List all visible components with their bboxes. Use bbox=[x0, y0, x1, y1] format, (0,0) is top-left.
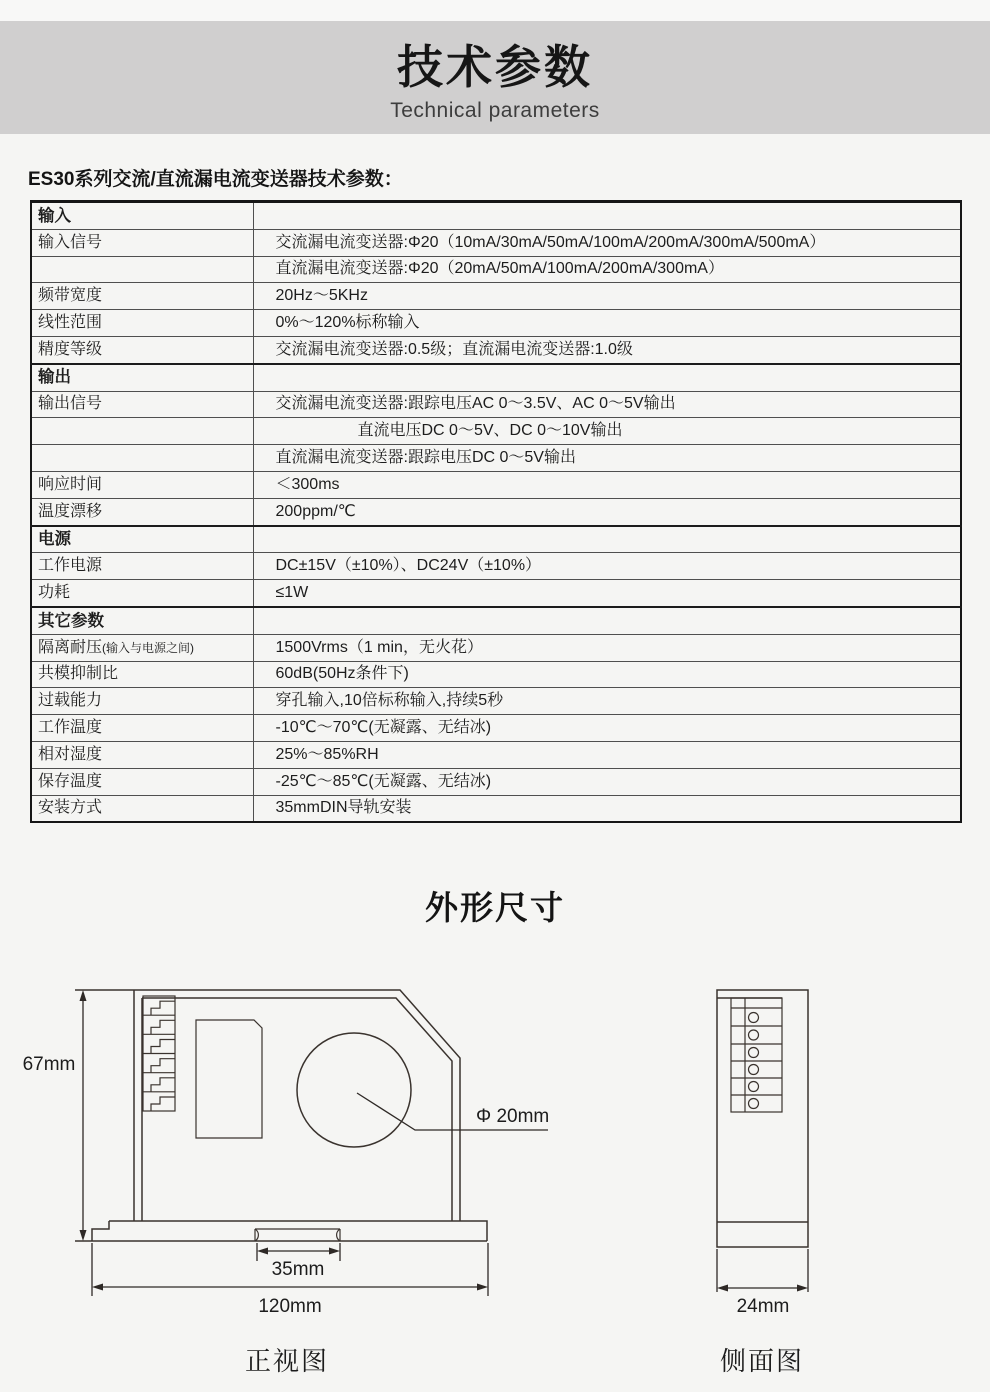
spec-label-cell bbox=[31, 445, 253, 472]
spec-label-cell bbox=[31, 418, 253, 445]
spec-value-cell: 直流漏电流变送器:跟踪电压DC 0～5V输出 bbox=[253, 445, 961, 472]
front-terminal-block bbox=[143, 996, 175, 1111]
side-dim-label: 24mm bbox=[736, 1296, 790, 1317]
spec-row bbox=[31, 580, 961, 607]
spec-label-cell: 共模抑制比 bbox=[31, 661, 253, 688]
hole-dim-label: Φ 20mm bbox=[476, 1106, 550, 1127]
arrowhead-up bbox=[80, 990, 87, 1001]
front-label-rect bbox=[196, 1020, 262, 1138]
spec-row bbox=[31, 336, 961, 363]
spec-value-cell bbox=[253, 364, 961, 391]
spec-section-row bbox=[31, 202, 961, 230]
spec-row bbox=[31, 661, 961, 688]
front-view-caption: 正视图 bbox=[244, 1346, 330, 1376]
spec-row bbox=[31, 283, 961, 310]
spec-label-cell: 功耗 bbox=[31, 580, 253, 607]
spec-label-cell: 相对湿度 bbox=[31, 741, 253, 768]
spec-row bbox=[31, 445, 961, 472]
spec-label-cell: 其它参数 bbox=[31, 607, 253, 634]
spec-label-cell: 输入信号 bbox=[31, 229, 253, 256]
spec-value-cell: -25℃～85℃(无凝露、无结冰) bbox=[253, 768, 961, 795]
front-view-drawing bbox=[23, 990, 550, 1376]
rail-dim-label: 35mm bbox=[271, 1259, 325, 1280]
spec-value-cell: 交流漏电流变送器:0.5级；直流漏电流变送器:1.0级 bbox=[253, 336, 961, 363]
spec-label-cell: 电源 bbox=[31, 526, 253, 553]
spec-label-cell: 工作温度 bbox=[31, 715, 253, 742]
spec-table bbox=[30, 200, 962, 823]
spec-row bbox=[31, 715, 961, 742]
spec-row bbox=[31, 310, 961, 337]
spec-label-cell: 安装方式 bbox=[31, 795, 253, 822]
arrowhead-right bbox=[797, 1285, 808, 1292]
spec-label-cell: 线性范围 bbox=[31, 310, 253, 337]
spec-value-cell: ≤1W bbox=[253, 580, 961, 607]
din-rail-groove bbox=[255, 1229, 340, 1241]
side-view-drawing bbox=[717, 990, 808, 1376]
side-terminal-block bbox=[731, 998, 782, 1112]
arrowhead-right bbox=[329, 1248, 340, 1255]
top-strip bbox=[0, 0, 990, 21]
front-body-inner bbox=[142, 998, 452, 1221]
spec-label-cell: 输入 bbox=[31, 202, 253, 230]
spec-row bbox=[31, 229, 961, 256]
spec-row bbox=[31, 498, 961, 525]
spec-row bbox=[31, 553, 961, 580]
title-band bbox=[0, 21, 990, 134]
spec-row bbox=[31, 634, 961, 661]
spec-label-cell: 精度等级 bbox=[31, 336, 253, 363]
spec-value-cell: 60dB(50Hz条件下) bbox=[253, 661, 961, 688]
spec-section-row bbox=[31, 526, 961, 553]
dimension-drawing bbox=[0, 960, 990, 1392]
arrowhead-left bbox=[257, 1248, 268, 1255]
arrowhead-right bbox=[477, 1284, 488, 1291]
front-body-outer bbox=[75, 990, 460, 1221]
spec-row bbox=[31, 391, 961, 418]
page-subtitle: Technical parameters bbox=[390, 99, 600, 122]
spec-value-cell: 25%～85%RH bbox=[253, 741, 961, 768]
spec-row bbox=[31, 471, 961, 498]
spec-row bbox=[31, 688, 961, 715]
intro-line: ES30系列交流/直流漏电流变送器技术参数： bbox=[28, 169, 403, 190]
spec-value-cell: 直流电压DC 0～5V、DC 0～10V输出 bbox=[253, 418, 961, 445]
hole-circle bbox=[297, 1033, 411, 1147]
spec-label-cell: 输出 bbox=[31, 364, 253, 391]
spec-row bbox=[31, 741, 961, 768]
spec-label-cell: 响应时间 bbox=[31, 471, 253, 498]
spec-value-cell: 交流漏电流变送器:跟踪电压AC 0～3.5V、AC 0～5V输出 bbox=[253, 391, 961, 418]
spec-section-row bbox=[31, 364, 961, 391]
spec-value-cell: 直流漏电流变送器:Φ20（20mA/50mA/100mA/200mA/300mA） bbox=[253, 256, 961, 283]
spec-label-cell: 频带宽度 bbox=[31, 283, 253, 310]
width-dim-label: 120mm bbox=[258, 1296, 322, 1317]
spec-label-note: (输入与电源之间) bbox=[102, 640, 195, 655]
page-title: 技术参数 bbox=[397, 41, 593, 93]
spec-label-cell: 工作电源 bbox=[31, 553, 253, 580]
spec-label-cell bbox=[31, 256, 253, 283]
spec-row bbox=[31, 768, 961, 795]
arrowhead-left bbox=[92, 1284, 103, 1291]
spec-value-cell: 1500Vrms（1 min，无火花） bbox=[253, 634, 961, 661]
spec-value-cell: DC±15V（±10%）、DC24V（±10%） bbox=[253, 553, 961, 580]
spec-value-cell: 200ppm/℃ bbox=[253, 498, 961, 525]
spec-value-cell: 0%～120%标称输入 bbox=[253, 310, 961, 337]
spec-label-cell: 输出信号 bbox=[31, 391, 253, 418]
height-dim-label: 67mm bbox=[22, 1054, 76, 1075]
spec-label-cell: 过载能力 bbox=[31, 688, 253, 715]
arrowhead-left bbox=[717, 1285, 728, 1292]
spec-value-cell bbox=[253, 607, 961, 634]
base-plate-top bbox=[109, 1221, 487, 1241]
spec-label-cell: 保存温度 bbox=[31, 768, 253, 795]
dimensions-title: 外形尺寸 bbox=[425, 889, 565, 926]
spec-value-cell: ＜300ms bbox=[253, 471, 961, 498]
spec-row bbox=[31, 418, 961, 445]
spec-section-row bbox=[31, 607, 961, 634]
spec-label-cell: 温度漂移 bbox=[31, 498, 253, 525]
base-plate-step bbox=[92, 1221, 109, 1241]
spec-value-cell: 交流漏电流变送器:Φ20（10mA/30mA/50mA/100mA/200mA/300mA/500mA） bbox=[253, 229, 961, 256]
spec-row bbox=[31, 795, 961, 822]
side-view-caption: 侧面图 bbox=[719, 1346, 805, 1376]
arrowhead-down bbox=[80, 1230, 87, 1241]
spec-value-cell: 穿孔输入,10倍标称输入,持续5秒 bbox=[253, 688, 961, 715]
spec-value-cell: 20Hz～5KHz bbox=[253, 283, 961, 310]
spec-value-cell: 35mmDIN导轨安装 bbox=[253, 795, 961, 822]
spec-label-cell: 隔离耐压(输入与电源之间) bbox=[31, 634, 253, 661]
spec-row bbox=[31, 256, 961, 283]
spec-value-cell bbox=[253, 202, 961, 230]
spec-value-cell: -10℃～70℃(无凝露、无结冰) bbox=[253, 715, 961, 742]
spec-value-cell bbox=[253, 526, 961, 553]
